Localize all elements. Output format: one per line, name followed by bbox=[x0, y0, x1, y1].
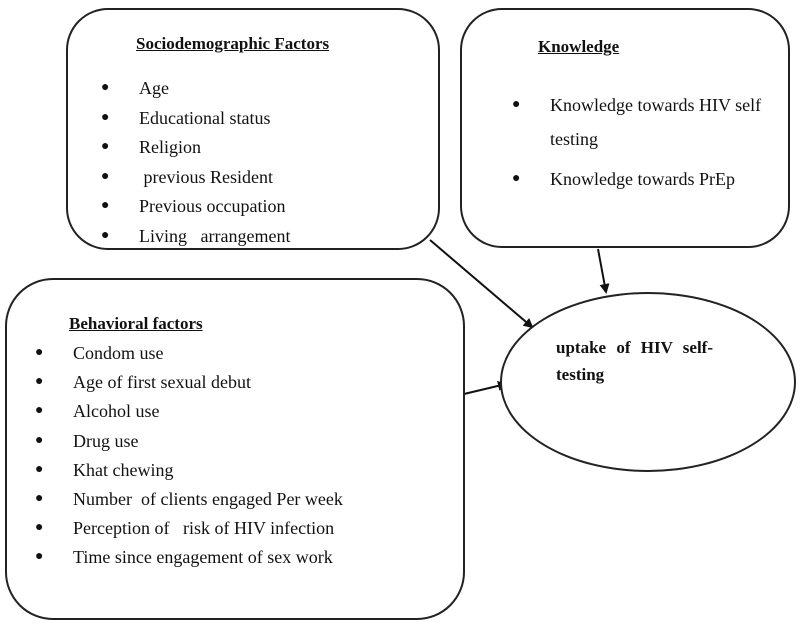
list-item-text: Condom use bbox=[73, 343, 164, 363]
behavioral-title: Behavioral factors bbox=[69, 314, 203, 333]
list-item-text: Previous occupation bbox=[139, 196, 286, 216]
list-item-text: Perception of risk of HIV infection bbox=[73, 518, 335, 539]
list-item-text: Knowledge towards HIV self testing bbox=[550, 95, 762, 149]
list-item-text: Educational status bbox=[139, 107, 271, 128]
bullet-icon: ● bbox=[101, 227, 110, 243]
bullet-icon: ● bbox=[35, 403, 44, 419]
knowledge-box bbox=[460, 8, 790, 248]
arrow-knowledge-to-outcome bbox=[598, 249, 606, 292]
list-item-text: Alcohol use bbox=[73, 401, 160, 422]
bullet-icon: ● bbox=[35, 490, 44, 506]
list-item-text: Time since engagement of sex work bbox=[73, 547, 333, 568]
list-item-text: Living arrangement bbox=[139, 225, 291, 246]
list-item bbox=[512, 88, 782, 156]
bullet-icon: ● bbox=[35, 520, 44, 536]
bullet-icon: ● bbox=[35, 432, 44, 448]
outcome-label: uptake of HIV self-testing bbox=[556, 338, 713, 384]
bullet-icon: ● bbox=[512, 97, 521, 112]
bullet-icon: ● bbox=[35, 549, 44, 565]
bullet-icon: ● bbox=[35, 374, 44, 390]
list-item-text: Knowledge towards PrEp bbox=[550, 169, 735, 189]
bullet-icon: ● bbox=[35, 461, 44, 477]
list-item-text: Age of first sexual debut bbox=[73, 372, 251, 393]
list-item bbox=[101, 134, 290, 164]
knowledge-list bbox=[512, 88, 782, 202]
bullet-icon: ● bbox=[101, 168, 110, 184]
list-item bbox=[35, 340, 343, 369]
knowledge-title: Knowledge bbox=[538, 37, 620, 56]
outcome-ellipse bbox=[500, 292, 796, 472]
list-item bbox=[35, 428, 343, 457]
list-item bbox=[35, 369, 343, 398]
list-item bbox=[35, 457, 343, 486]
list-item-text: Khat chewing bbox=[73, 459, 174, 480]
bullet-icon: ● bbox=[35, 345, 44, 360]
bullet-icon: ● bbox=[101, 80, 110, 95]
list-item bbox=[35, 486, 343, 515]
bullet-icon: ● bbox=[101, 139, 110, 154]
list-item bbox=[35, 515, 343, 544]
bullet-icon: ● bbox=[101, 109, 110, 125]
list-item bbox=[35, 398, 343, 427]
behavioral-list bbox=[35, 340, 343, 574]
sociodemographic-list bbox=[101, 75, 290, 250]
list-item bbox=[101, 105, 290, 135]
list-item bbox=[101, 164, 290, 194]
list-item bbox=[512, 162, 782, 196]
sociodemographic-title: Sociodemographic Factors bbox=[136, 34, 330, 53]
list-item-text: previous Resident bbox=[139, 166, 273, 187]
behavioral-factors-box bbox=[5, 278, 465, 620]
list-item-text: Religion bbox=[139, 137, 201, 157]
sociodemographic-factors-box bbox=[66, 8, 440, 250]
list-item bbox=[101, 223, 290, 251]
list-item bbox=[101, 193, 290, 223]
bullet-icon: ● bbox=[101, 198, 110, 213]
bullet-icon: ● bbox=[512, 171, 521, 186]
list-item bbox=[35, 544, 343, 573]
list-item bbox=[101, 75, 290, 105]
list-item-text: Number of clients engaged Per week bbox=[73, 488, 343, 509]
list-item-text: Drug use bbox=[73, 430, 139, 451]
list-item-text: Age bbox=[139, 78, 169, 98]
